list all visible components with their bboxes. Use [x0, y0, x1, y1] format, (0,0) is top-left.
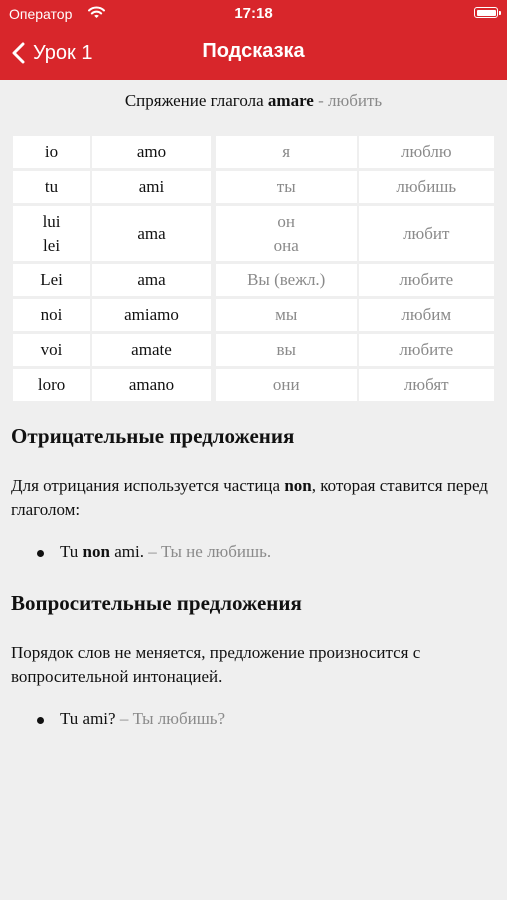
back-button-label: Урок 1: [33, 41, 93, 64]
negation-heading: Отрицательные предложения: [11, 424, 295, 448]
status-bar: [0, 0, 507, 28]
verb-form-cell: ama: [92, 206, 211, 261]
caption-verb: amare: [267, 91, 314, 110]
bullet-dot: [37, 550, 44, 557]
verb-form-cell: amano: [92, 369, 211, 401]
table-row: [13, 136, 494, 168]
pronoun-translation-cell: они: [216, 369, 357, 401]
pronoun-translation-cell: вы: [216, 334, 357, 366]
verb-form-cell: amiamo: [92, 299, 211, 331]
example-sentence: [60, 709, 225, 729]
negation-text: Для отрицания используется частица: [11, 476, 285, 495]
verb-translation-cell: любишь: [359, 171, 494, 203]
verb-translation-cell: любят: [359, 369, 494, 401]
caption-prefix: Спряжение глагола: [124, 91, 268, 110]
table-row: [13, 171, 494, 203]
verb-translation-cell: любите: [359, 334, 494, 366]
pronoun-translation-cell: Вы (вежл.): [216, 264, 357, 296]
conjugation-table: [11, 133, 496, 404]
battery-icon: [474, 7, 498, 18]
clock: 17:18: [234, 5, 273, 22]
verb-translation-cell: люблю: [359, 136, 494, 168]
verb-translation-cell: любит: [359, 206, 494, 261]
negation-text-end: , которая ставится перед глаголом:: [11, 476, 488, 519]
pronoun-translation-cell: я: [216, 136, 357, 168]
example-translation: – Ты не любишь.: [143, 542, 272, 561]
pronoun-translation-line: она: [273, 235, 299, 255]
example-text: ami.: [109, 542, 144, 561]
table-row: [13, 206, 494, 261]
carrier-name: Оператор: [9, 6, 73, 22]
pronoun-translation-line: он: [277, 211, 296, 231]
bullet-dot: [37, 717, 44, 724]
verb-form-cell: amo: [92, 136, 211, 168]
pronoun-cell: Lei: [13, 264, 90, 296]
header: [0, 0, 507, 80]
verb-translation-cell: любите: [359, 264, 494, 296]
example-text: Tu ami?: [60, 709, 116, 728]
question-paragraph: Порядок слов не меняется, предложение произносится с вопросительной интонацией.: [11, 643, 421, 686]
example-sentence: [60, 542, 271, 562]
table-row: [13, 369, 494, 401]
pronoun-cell: voi: [13, 334, 90, 366]
negation-paragraph: [11, 474, 491, 522]
table-row: [13, 264, 494, 296]
verb-form-cell: ama: [92, 264, 211, 296]
pronoun-translation-cell: ты: [216, 171, 357, 203]
navigation-bar: [0, 28, 507, 78]
table-row: [13, 299, 494, 331]
verb-form-cell: amate: [92, 334, 211, 366]
pronoun-line: lei: [43, 235, 61, 255]
example-particle: non: [82, 542, 110, 561]
pronoun-cell: noi: [13, 299, 90, 331]
caption-translation: - любить: [313, 91, 383, 110]
pronoun-cell: io: [13, 136, 90, 168]
pronoun-translation-cell: мы: [216, 299, 357, 331]
verb-form-cell: ami: [92, 171, 211, 203]
example-text: Tu: [60, 542, 83, 561]
pronoun-cell: tu: [13, 171, 90, 203]
pronoun-cell: [13, 206, 90, 261]
page-title: Подсказка: [202, 40, 305, 62]
pronoun-line: lui: [42, 211, 61, 231]
example-translation: – Ты любишь?: [115, 709, 226, 728]
table-caption: [0, 91, 507, 111]
pronoun-cell: loro: [13, 369, 90, 401]
question-heading: Вопросительные предложения: [11, 591, 302, 615]
table-row: [13, 334, 494, 366]
verb-translation-cell: любим: [359, 299, 494, 331]
negation-particle: non: [284, 476, 312, 495]
pronoun-translation-cell: [216, 206, 357, 261]
